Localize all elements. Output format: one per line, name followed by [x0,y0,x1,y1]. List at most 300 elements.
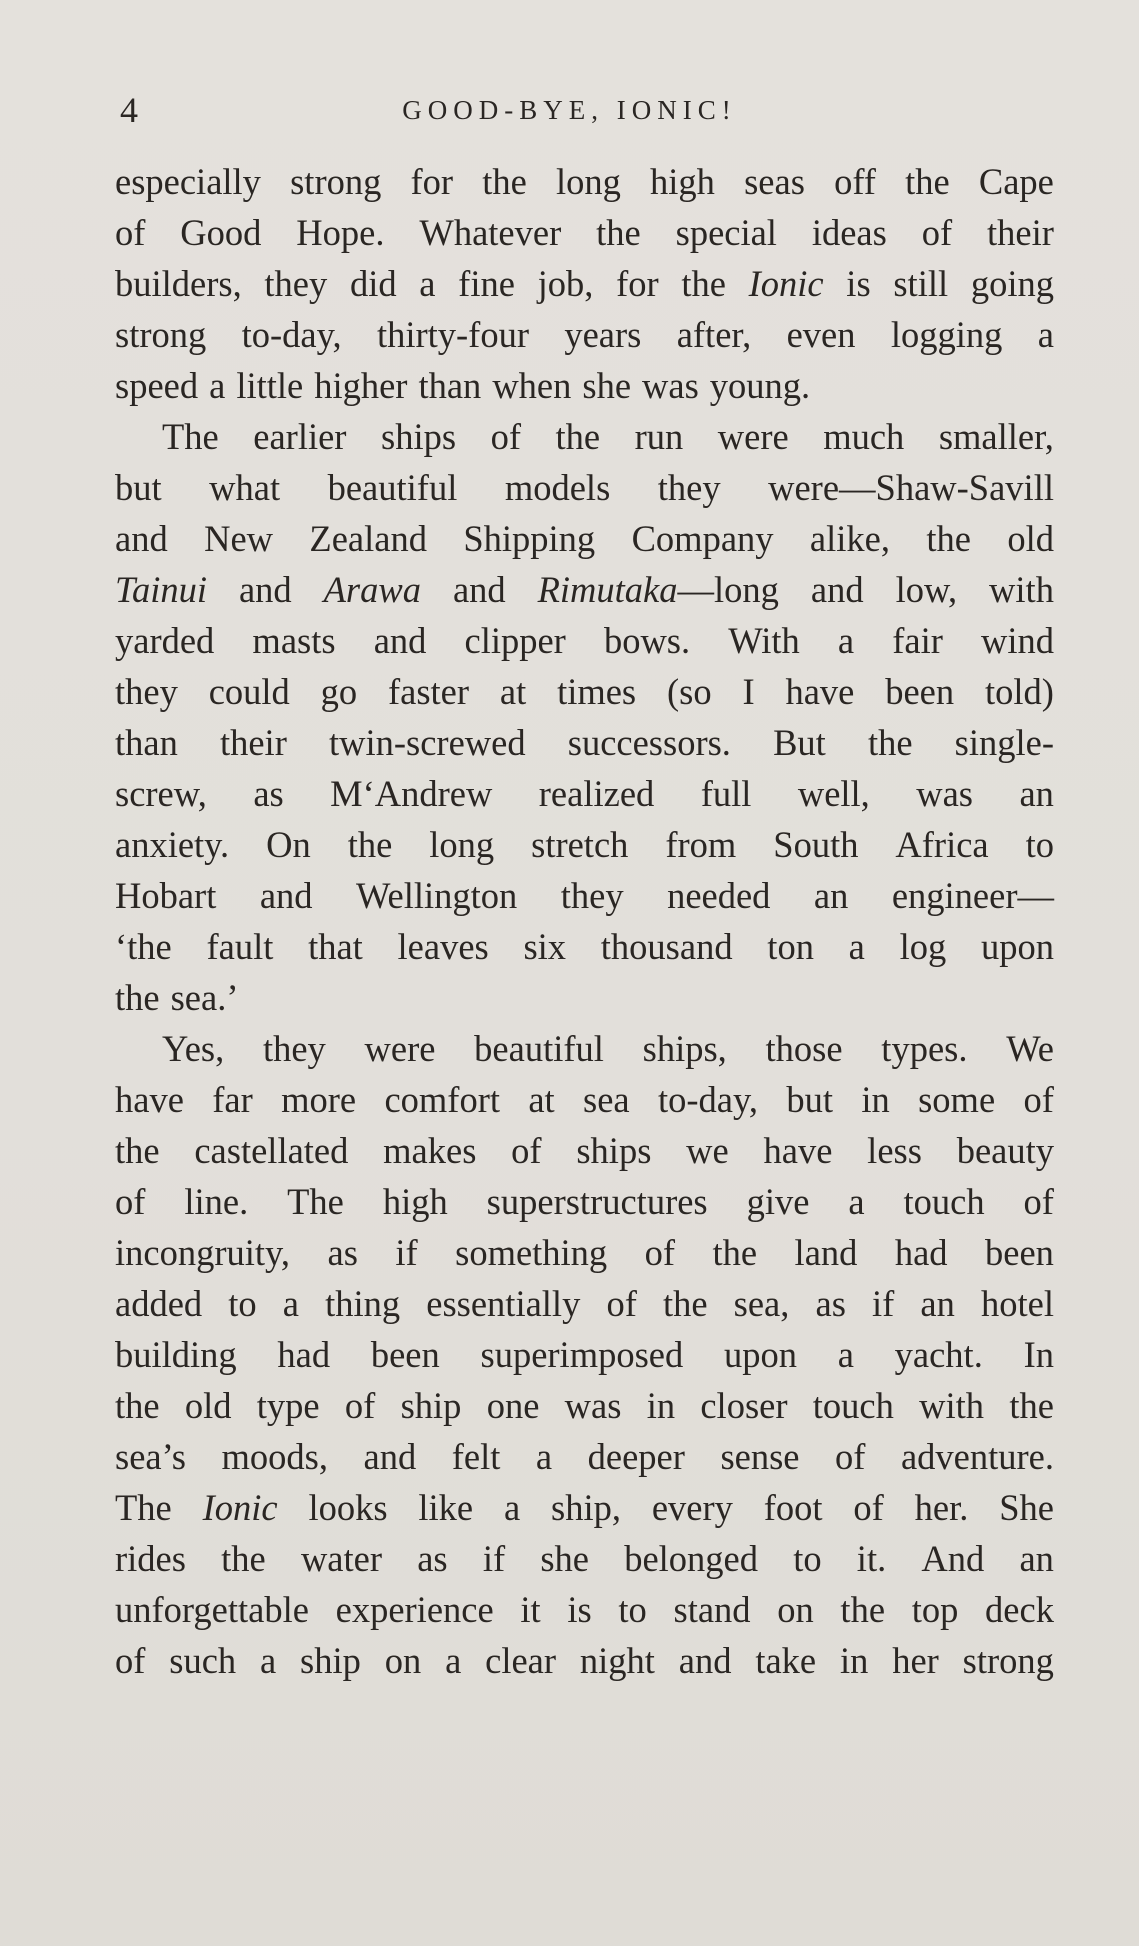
word: adventure. [900,1436,1054,1477]
word: of [606,1283,637,1324]
word: stand [673,1589,751,1630]
word: The [162,416,219,457]
text-line [115,1482,1054,1533]
text-line [115,1125,1054,1176]
word: smaller, [938,416,1054,457]
word: touch [812,1385,894,1426]
word: strong [115,314,207,355]
word: touch [903,1181,985,1222]
word: top [911,1589,959,1630]
word: a [848,1181,865,1222]
word: after, [676,314,752,355]
word: ‘the [115,926,172,967]
word: belonged [624,1538,758,1579]
word: water [300,1538,383,1579]
word: the [115,1130,160,1171]
word: they [115,671,178,712]
word: deck [985,1589,1054,1630]
text-line [115,513,1054,564]
word: of [115,1181,146,1222]
word: On [266,824,311,865]
text-line [115,819,1054,870]
word: her. [914,1487,969,1528]
word: Cape [978,161,1054,202]
word: Whatever [419,212,562,253]
word: to-day, [657,1079,758,1120]
word: building [115,1334,237,1375]
text-line [115,615,1054,666]
word: such [169,1640,237,1681]
word: than [418,365,482,406]
text-line [115,1380,1054,1431]
word: single- [954,722,1054,763]
word: as [253,773,284,814]
word: run [634,416,684,457]
word: screw, [115,773,207,814]
word: and [373,620,427,661]
word: those [765,1028,843,1069]
word: when [492,365,572,406]
word: the [926,518,971,559]
word: Africa [895,824,989,865]
word: to [618,1589,647,1630]
word: on [384,1640,422,1681]
word: old [184,1385,232,1426]
word: Hope. [296,212,385,253]
text-line [115,768,1054,819]
word: special [675,212,777,253]
word: that [308,926,363,967]
word: of [511,1130,542,1171]
word: the [221,1538,266,1579]
word: experience [335,1589,494,1630]
word: successors. [567,722,731,763]
word: thing [325,1283,401,1324]
word: sea.’ [170,977,239,1018]
word: needed [667,875,771,916]
word: superimposed [480,1334,684,1375]
word: I [742,671,755,712]
word: Zealand [309,518,427,559]
word: as [417,1538,448,1579]
word: Yes, [162,1028,225,1069]
word: models [504,467,611,508]
word: makes [383,1130,477,1171]
word: but [786,1079,833,1120]
word: if [482,1538,506,1579]
text-line [115,360,1054,411]
word: had [277,1334,331,1375]
word: faster [387,671,470,712]
word: of [490,416,521,457]
word: anxiety. [115,824,230,865]
word: ship, [551,1487,621,1528]
word: added [115,1283,203,1324]
word: as [327,1232,358,1273]
word: the [555,416,601,457]
word: a [837,1334,854,1375]
word: beautiful [327,467,458,508]
word: had [894,1232,948,1273]
word: and [363,1436,417,1477]
word: the [662,1283,708,1324]
word: take [755,1640,817,1681]
text-line [115,309,1054,360]
word: she [540,1538,589,1579]
word: and [678,1640,732,1681]
word: some [918,1079,996,1120]
text-line [115,1176,1054,1227]
word: sea, [733,1283,790,1324]
word: fault [206,926,274,967]
word: have [763,1130,833,1171]
word: builders, [115,263,242,304]
word: bows. [603,620,691,661]
text-line [115,1533,1054,1584]
word: the [347,824,393,865]
text-line [115,666,1054,717]
text-line [115,462,1054,513]
word: a [445,1640,462,1681]
word: far [212,1079,253,1120]
word: Tainui [115,569,207,610]
text-line [115,156,1054,207]
word: ships [576,1130,652,1171]
word: is [846,263,871,304]
word: to [228,1283,257,1324]
word: a [837,620,855,661]
word: an [920,1283,955,1324]
word: superstructures [486,1181,708,1222]
word: were [717,416,789,457]
word: a [419,263,436,304]
word: at [528,1079,555,1120]
word: incongruity, [115,1232,291,1273]
word: masts [252,620,336,661]
word: old [1007,518,1054,559]
word: a [282,1283,299,1324]
word: of [344,1385,376,1426]
body-text [115,156,1054,1686]
word: M‘Andrew [330,773,493,814]
word: ship [300,1640,361,1681]
word: job, [537,263,594,304]
word: been [370,1334,440,1375]
word: types. [881,1028,968,1069]
word: clear [485,1640,557,1681]
word: of [921,212,953,253]
word: log [899,926,947,967]
word: much [823,416,905,457]
word: and [810,569,864,610]
word: With [728,620,800,661]
word: hotel [980,1283,1054,1324]
text-line [115,1635,1054,1686]
word: strong [290,161,382,202]
word: ships [380,416,457,457]
word: were—Shaw-Savill [768,467,1054,508]
text-line [115,1278,1054,1329]
word: The [115,1487,172,1528]
word: of [115,1640,146,1681]
word: with [989,569,1054,610]
word: unforgettable [115,1589,309,1630]
word: did [349,263,397,304]
word: yarded [115,620,215,661]
word: she [582,365,632,406]
word: was [564,1385,622,1426]
running-title: GOOD-BYE, IONIC! [402,95,737,125]
word: high [382,1181,448,1222]
word: thirty-four [376,314,529,355]
word: beauty [956,1130,1054,1171]
word: a [503,1487,521,1528]
word: logging [890,314,1003,355]
word: it. [856,1538,887,1579]
word: long [429,824,495,865]
word: than [115,722,178,763]
word: of [1023,1181,1054,1222]
word: the [840,1589,886,1630]
word: Ionic [748,263,824,304]
word: sense [720,1436,800,1477]
word: for [410,161,454,202]
word: is [567,1589,592,1630]
word: South [773,824,859,865]
word: essentially [426,1283,581,1324]
word: off [834,161,876,202]
word: if [872,1283,895,1324]
word: New [204,518,274,559]
text-line [115,972,1054,1023]
word: looks [308,1487,388,1528]
word: clipper [464,620,566,661]
word: realized [538,773,655,814]
text-line [115,921,1054,972]
word: more [281,1079,357,1120]
word: Shipping [463,518,596,559]
word: fair [892,620,943,661]
word: could [208,671,290,712]
word: the [905,161,950,202]
text-line [115,564,1054,615]
word: told) [984,671,1054,712]
word: long [555,161,621,202]
text-line [115,1074,1054,1125]
word: Ionic [202,1487,278,1528]
text-line [115,1584,1054,1635]
word: the [681,263,726,304]
word: a [535,1436,553,1477]
word: six [523,926,567,967]
word: in [861,1079,890,1120]
word: the [482,161,527,202]
word: yacht. [894,1334,983,1375]
word: low, [895,569,958,610]
word: they [657,467,721,508]
word: an [1019,1538,1054,1579]
word: of [1023,1079,1054,1120]
word: engineer— [891,875,1054,916]
word: an [1019,773,1054,814]
word: earlier [253,416,347,457]
word: what [209,467,281,508]
word: and [238,569,292,610]
word: and [259,875,313,916]
word: speed [115,365,199,406]
word: line. [184,1181,249,1222]
word: castellated [194,1130,349,1171]
word: times [557,671,637,712]
word: of [644,1232,676,1273]
word: twin-screwed [328,722,526,763]
word: a [1037,314,1054,355]
word: her [892,1640,939,1681]
word: ton [767,926,814,967]
word: been [885,671,955,712]
text-line [115,1023,1054,1074]
text-line [115,717,1054,768]
word: She [999,1487,1054,1528]
text-line [115,258,1054,309]
word: Good [180,212,262,253]
word: But [773,722,826,763]
word: one [486,1385,540,1426]
word: thousand [600,926,733,967]
text-line [115,1329,1054,1380]
word: the [867,722,913,763]
word: leaves [397,926,489,967]
word: land [794,1232,858,1273]
word: the [1009,1385,1054,1426]
word: on [777,1589,814,1630]
word: of [115,212,146,253]
word: Arawa [323,569,421,610]
word: like [418,1487,474,1528]
word: and [115,518,168,559]
word: especially [115,161,261,202]
word: give [746,1181,810,1222]
word: as [815,1283,846,1324]
word: Rimutaka—long [537,569,779,610]
word: well, [797,773,870,814]
word: Company [631,518,774,559]
word: moods, [221,1436,328,1477]
word: to-day, [241,314,342,355]
word: sea [583,1079,630,1120]
word: rides [115,1538,186,1579]
word: stretch [531,824,629,865]
word: was [642,365,699,406]
word: they [264,263,328,304]
word: In [1023,1334,1054,1375]
word: We [1006,1028,1054,1069]
word: even [786,314,856,355]
word: we [686,1130,729,1171]
word: of [853,1487,884,1528]
word: their [987,212,1054,253]
word: young. [709,365,811,406]
word: ideas [811,212,887,253]
word: but [115,467,162,508]
word: Wellington [356,875,518,916]
word: The [287,1181,344,1222]
word: beautiful [474,1028,604,1069]
word: foot [763,1487,823,1528]
word: (so [666,671,712,712]
text-line [115,1227,1054,1278]
word: full [700,773,752,814]
word: was [916,773,974,814]
word: for [616,263,659,304]
word: night [579,1640,655,1681]
word: a [848,926,865,967]
page-number: 4 [120,90,138,130]
word: in [839,1640,869,1681]
word: go [320,671,358,712]
word: seas [744,161,805,202]
word: sea’s [115,1436,186,1477]
word: have [785,671,855,712]
word: been [985,1232,1054,1273]
text-line [115,411,1054,462]
word: the [712,1232,758,1273]
word: have [115,1079,184,1120]
word: they [560,875,624,916]
word: every [651,1487,733,1528]
word: high [650,161,715,202]
word: still [893,263,949,304]
word: if [395,1232,418,1273]
word: from [665,824,737,865]
word: a [260,1640,277,1681]
word: upon [980,926,1054,967]
word: to [1025,824,1054,865]
word: ships, [642,1028,727,1069]
word: their [219,722,287,763]
word: the [596,212,641,253]
word: the [115,1385,160,1426]
word: alike, [809,518,890,559]
word: ship [400,1385,462,1426]
word: Hobart [115,875,217,916]
word: higher [314,365,408,406]
word: deeper [587,1436,685,1477]
word: they [262,1028,326,1069]
word: strong [962,1640,1054,1681]
word: years [564,314,642,355]
word: comfort [384,1079,500,1120]
word: it [520,1589,541,1630]
word: at [499,671,527,712]
word: with [919,1385,985,1426]
word: And [921,1538,985,1579]
running-head [0,88,1139,132]
word: were [364,1028,436,1069]
word: of [835,1436,866,1477]
word: fine [458,263,515,304]
text-line [115,207,1054,258]
word: little [236,365,304,406]
word: upon [723,1334,797,1375]
word: and [452,569,506,610]
word: an [813,875,849,916]
word: a [209,365,226,406]
text-line [115,1431,1054,1482]
word: the [115,977,160,1018]
word: something [455,1232,608,1273]
word: type [256,1385,320,1426]
